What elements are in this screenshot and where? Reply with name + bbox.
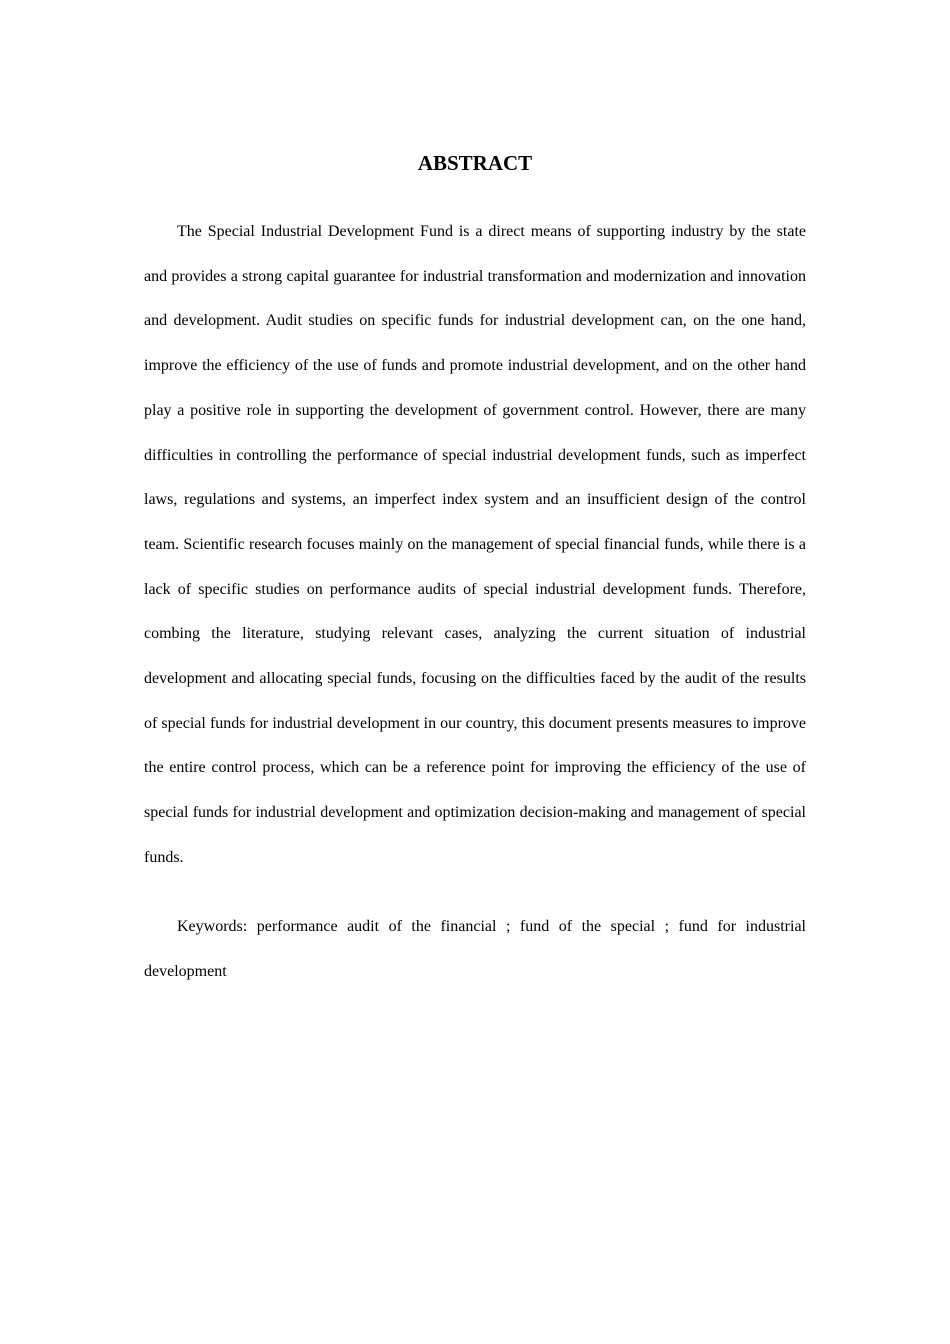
abstract-title: ABSTRACT — [417, 151, 533, 175]
abstract-paragraph: The Special Industrial Development Fund is a direct means of supporting industry by the state and provides a strong capital guarantee for industrial transformation and modernization and innovation and development. Audit studies on specific funds for industrial development can, on the one hand, improve the efficiency of the use of funds and promote industrial development, and on the other hand play a positive role in supporting the development of government control. However, there are many difficulties in controlling the performance of special industrial development funds, such as imperfect laws, regulations and systems, an imperfect index system and an insufficient design of the control team. Scientific research focuses mainly on the management of special financial funds, while there is a lack of specific studies on performance audits of special industrial development funds. Therefore, combing the literature, studying relevant cases, analyzing the current situation of industrial development and allocating special funds, focusing on the difficulties faced by the audit of the results of special funds for industrial development in our country, this document presents measures to improve the entire control process, which can be a reference point for improving the efficiency of the use of special funds for industrial development and optimization decision-making and management of special funds. — [144, 223, 806, 866]
keywords-paragraph: Keywords: performance audit of the financial ; fund of the special ; fund for industrial development — [144, 918, 806, 980]
